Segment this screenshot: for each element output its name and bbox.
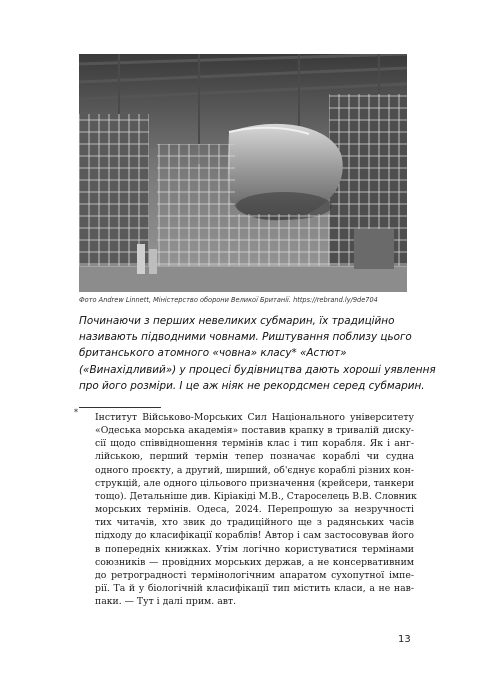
caption-line: («Винахідливий») у процесі будівництва дають хороші уявлення [79, 363, 436, 376]
footnote-line: підходу до класифікації кораблів! Автор і сам застосовував його [95, 530, 414, 542]
caption-line: Починаючи з перших невеликих субмарин, їх традиційно [79, 315, 395, 327]
footnote-line: паки. — Тут і далі прим. авт. [95, 596, 237, 608]
photo-illustration [79, 54, 407, 292]
footnote-line: Інститут Військово-Морських Сил Національного університету [95, 412, 414, 423]
caption-line: британського атомного «човна» класу* «Астют» [79, 347, 347, 360]
caption-line: називають підводними човнами. Риштування поблизу цього [79, 331, 412, 344]
submarine-construction-photo [79, 54, 407, 292]
footnote-line: тощо). Детальніше див. Кіріакіді М.В., Старoселець В.В. Словник [95, 490, 417, 502]
figure-caption [79, 313, 436, 394]
footnote-marker: * [74, 408, 78, 417]
footnote-line: сії щодо співвідношення термінів клас і тип корабля. Як і анг- [95, 438, 414, 450]
footnote-line: тих читачів, хто звик до традиційного ще з радянських часів [95, 517, 414, 529]
footnote-line: в попередніх книжках. Утім логічно користуватися термінами [95, 543, 414, 555]
footnote-line: морських термінів. Одеса, 2024. Перепрошую за незручності [95, 504, 414, 516]
footnote-text [95, 411, 417, 608]
page-number: 13 [398, 634, 411, 645]
footnote-divider [79, 407, 161, 408]
photo-credit: Фото Andrew Linnett, Міністерство оборони Великої Британії. https://rebrand.ly/9de704 [79, 296, 378, 304]
caption-line: про його розміри. І це аж ніяк не рекордсмен серед субмарин. [79, 379, 425, 392]
footnote-line: «Одеська морська академія» поставив крапку в тривалій диску- [95, 425, 414, 437]
footnote-line: лійською, перший термін тепер позначає кораблі чи судна [95, 451, 414, 463]
footnote-line: союзників — провідних морських держав, а не консервативним [95, 556, 414, 568]
footnote-line: одного проєкту, а другий, ширший, об'єднує кораблі різних кон- [95, 464, 414, 476]
footnote-line: рії. Та й у біологічній класифікації тип містить класи, а не нав- [95, 583, 414, 595]
footnote-line: струкцій, але одного цільового призначення (крейсери, танкери [95, 477, 415, 489]
footnote-line: до ретроградності термінологічним апаратом сухопутної імпе- [95, 569, 414, 581]
